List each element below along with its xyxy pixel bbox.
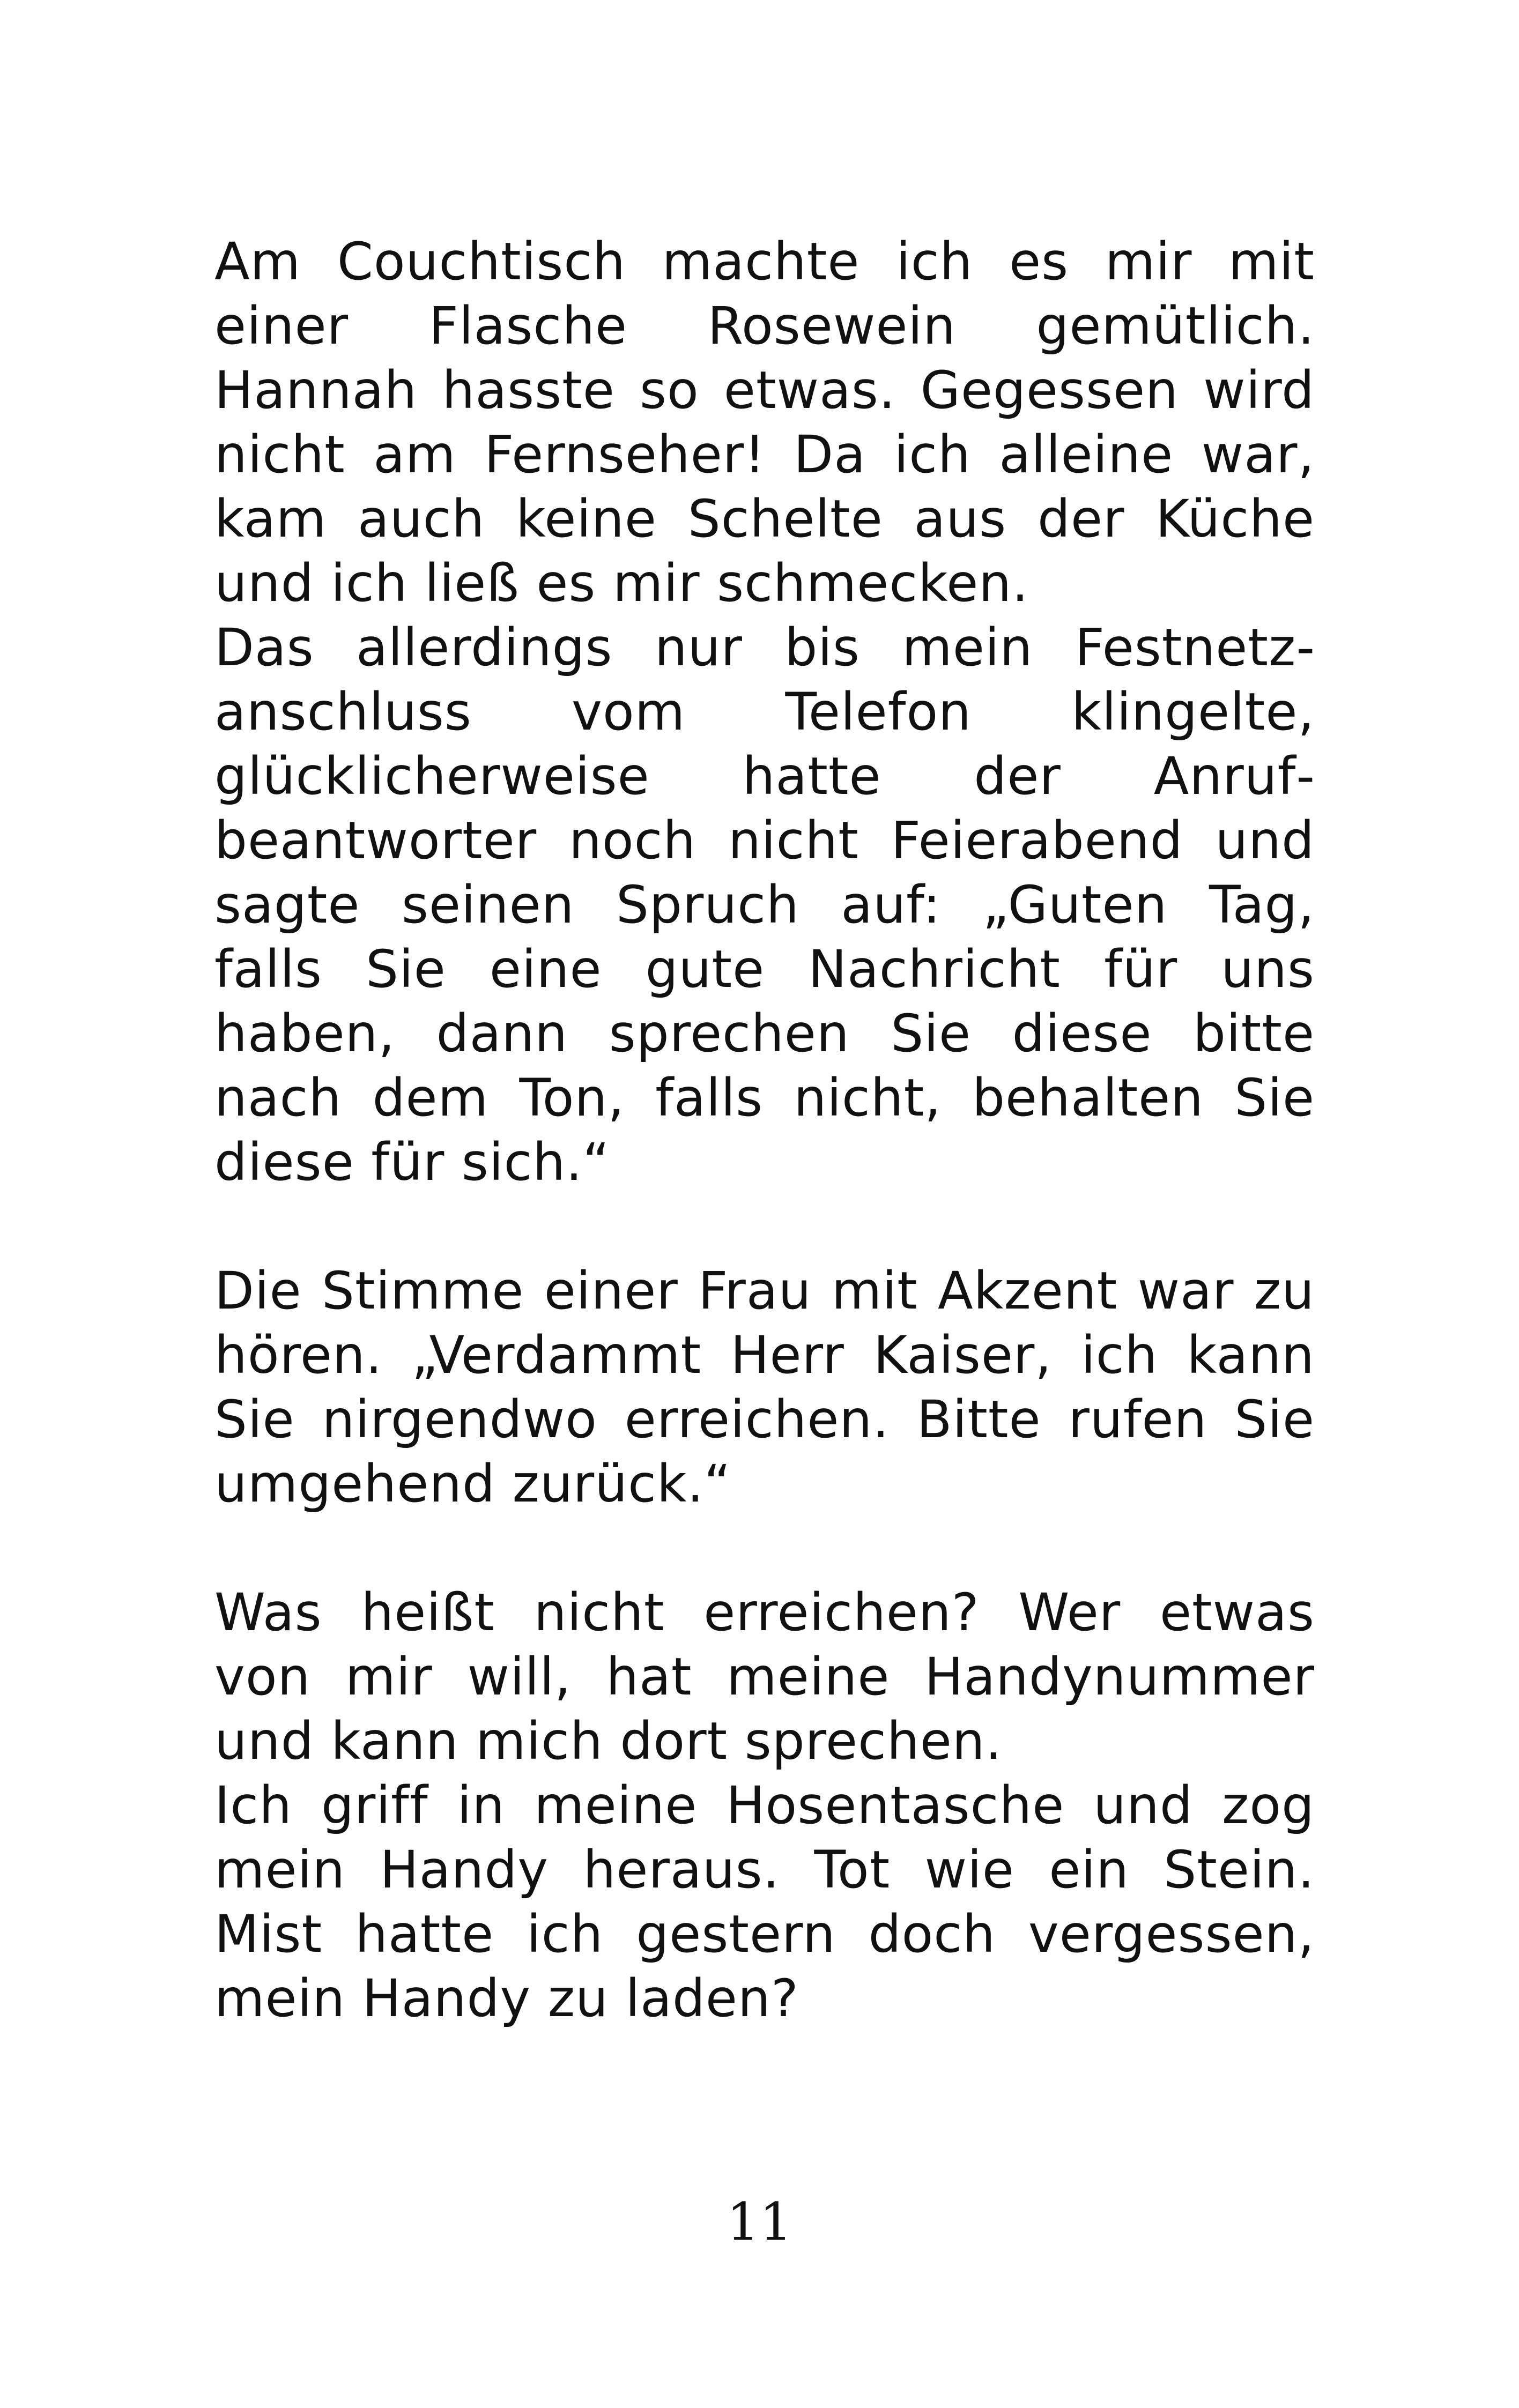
body-text	[214, 229, 1315, 2031]
paragraph-couchtisch: Am Couchtisch machte ich es mir mit einer Flasche Rosewein gemütlich. Hannah hasste so etwas. Gegessen wird nicht am Fernseher! Da ich alleine war, kam auch keine Schelte aus der Küche und ich ließ es mir schmecken.	[214, 232, 1315, 613]
paragraph-handy: Ich griff in meine Hosentasche und zog mein Handy heraus. Tot wie ein Stein. Mist hatte ich gestern doch vergessen, mein Handy zu laden?	[214, 1775, 1315, 2028]
page-number: 11	[727, 2192, 792, 2252]
paragraph-stimme: Die Stimme einer Frau mit Akzent war zu hören. „Verdammt Herr Kaiser, ich kann Sie nirgendwo erreichen. Bitte rufen Sie umgehend zurück.“	[214, 1261, 1315, 1514]
paragraph-erreichen: Was heißt nicht erreichen? Wer etwas von mir will, hat meine Handynummer und kann mich dort sprechen.	[214, 1582, 1315, 1771]
paragraph-telefon: Das allerdings nur bis mein Festnetzanschluss vom Telefon klingelte, glücklicherweise hatte der Anrufbeantworter noch nicht Feierabend und sagte seinen Spruch auf: „Guten Tag, falls Sie eine gute Nachricht für uns haben, dann sprechen Sie diese bitte nach dem Ton, falls nicht, behalten Sie diese für sich.“	[214, 618, 1315, 1192]
